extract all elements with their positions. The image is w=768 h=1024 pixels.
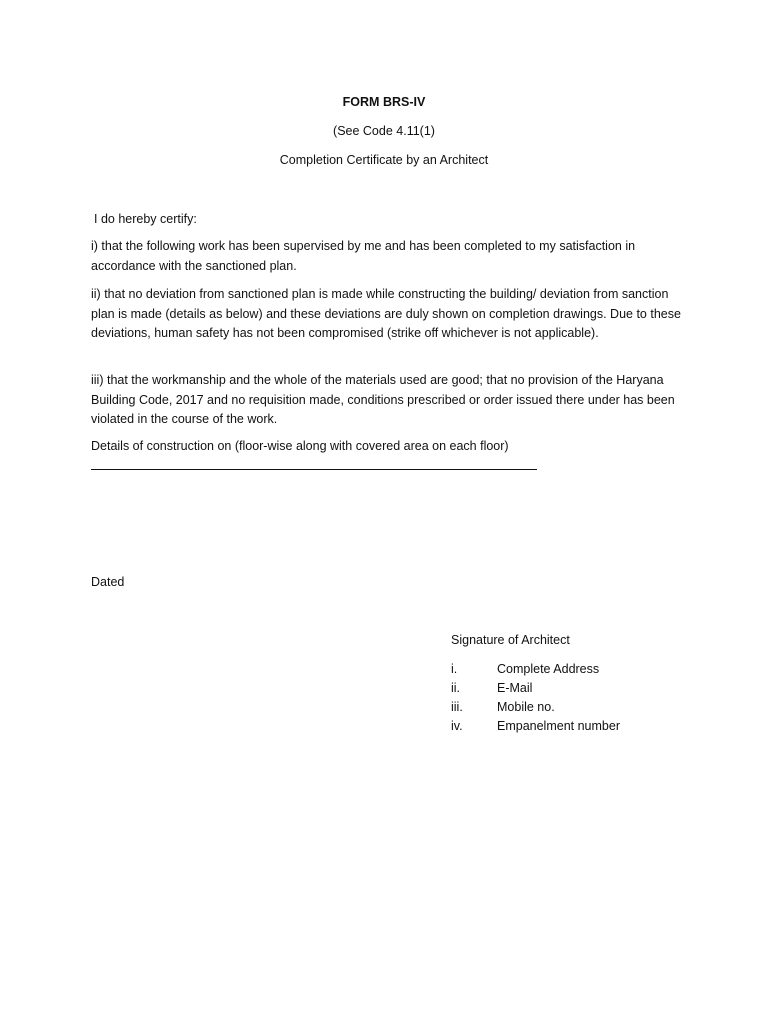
construction-details-label: Details of construction on (floor-wise along with covered area on each floor) — [91, 439, 509, 453]
certificate-heading: Completion Certificate by an Architect — [279, 153, 489, 167]
signature-label: Signature of Architect — [451, 633, 570, 647]
empanelment-number-label: Empanelment number — [497, 719, 620, 733]
architect-details-list — [451, 660, 691, 736]
item-number: iv. — [451, 719, 463, 733]
item-number: ii. — [451, 681, 461, 695]
complete-address-label: Complete Address — [497, 662, 600, 676]
dated-label: Dated — [91, 575, 125, 589]
list-item — [451, 717, 691, 736]
mobile-label: Mobile no. — [497, 700, 555, 714]
list-item — [451, 698, 691, 717]
item-number: iii. — [451, 700, 463, 714]
item-number: i. — [451, 662, 458, 676]
form-title: FORM BRS-IV — [342, 95, 426, 109]
clause-i: i) that the following work has been supervised by me and has been completed to my satisfaction in accordance with the sanctioned plan. — [91, 239, 636, 273]
code-reference: (See Code 4.11(1) — [333, 124, 435, 138]
email-label: E-Mail — [497, 681, 533, 695]
list-item — [451, 660, 691, 679]
clause-iii: iii) that the workmanship and the whole of the materials used are good; that no provision of the Haryana Building Code, 2017 and no requisition made, conditions prescribed or order issued there under has been violated in the course of the work. — [91, 373, 675, 426]
clause-ii: ii) that no deviation from sanctioned plan is made while constructing the building/ deviation from sanction plan is made (details as below) and these deviations are duly shown on completion drawings. Due to these deviations, human safety has not been compromised (strike off whichever is not applicable). — [91, 287, 681, 340]
certify-intro: I do hereby certify: — [94, 212, 197, 226]
list-item — [451, 679, 691, 698]
details-fill-line — [91, 469, 537, 470]
